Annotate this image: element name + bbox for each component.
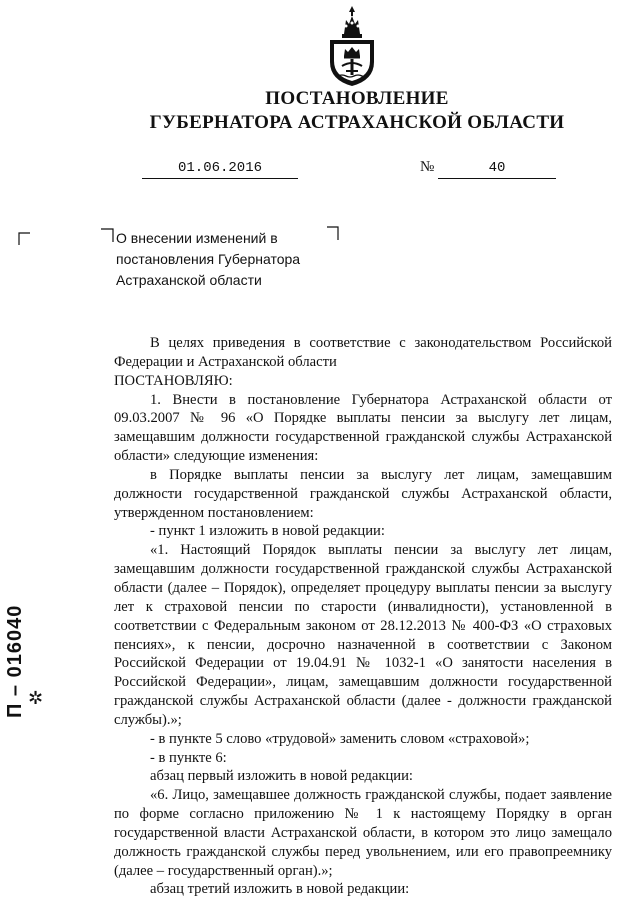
stamp-mark-icon: ✲ (28, 688, 44, 709)
preamble: В целях приведения в соответствие с законодательством Российской Федерации и Астраханской области (114, 335, 612, 370)
paragraph-9: абзац третий изложить в новой редакции: (150, 881, 410, 898)
document-date: 01.06.2016 (142, 160, 298, 179)
number-label: № (420, 159, 435, 175)
document-body (114, 334, 612, 899)
paragraph-2: в Порядке выплаты пенсии за выслугу лет лицам, замещавшим должности государственной гражданской службы Астраханской области, утвержденном постановлением: (114, 466, 612, 521)
paragraph-7: абзац первый изложить в новой редакции: (150, 768, 413, 785)
coat-of-arms-icon (322, 4, 382, 88)
paragraph-1: 1. Внести в постановление Губернатора Астраханской области от 09.03.2007 № 96 «О Порядке выплаты пенсии за выслугу лет лицам, замещавшим должности государственной гражданской службы Астраханской области» следующие изменения: (114, 391, 612, 465)
corner-bracket-subject-left (100, 228, 116, 244)
document-subject: О внесении изменений в постановления Губернатора Астраханской области (116, 230, 301, 288)
form-serial-number: П – 016040 (4, 604, 26, 718)
paragraph-4: «1. Настоящий Порядок выплаты пенсии за выслугу лет лицам, замещавшим должности государственной гражданской службы Астраханской области (далее – Порядок), определяет процедуру выплаты пенсии за выслугу лет к страховой пенсии по старости (инвалидности), установленной в соответствии с Федеральным законом от 28.12.2013 № 400-ФЗ «О страховых пенсиях», к пенсии, досрочно назначенной в соответствии с Законом Российской Федерации от 19.04.91 № 1032-1 «О занятости населения в Российской Федерации», лицам, замещавшим должности государственной гражданской службы Астраханской области (далее - должности гражданской службы).»; (114, 542, 612, 728)
decree-word: ПОСТАНОВЛЯЮ: (114, 372, 233, 389)
issuer-title: ГУБЕРНАТОРА АСТРАХАНСКОЙ ОБЛАСТИ (149, 112, 565, 133)
paragraph-6: - в пункте 6: (150, 749, 227, 766)
paragraph-5: - в пункте 5 слово «трудовой» заменить словом «страховой»; (150, 730, 530, 747)
document-title: ПОСТАНОВЛЕНИЕ (265, 88, 449, 109)
document-number: 40 (438, 160, 556, 179)
paragraph-3: - пункт 1 изложить в новой редакции: (150, 523, 385, 540)
corner-mark-left (18, 232, 32, 246)
paragraph-8: «6. Лицо, замещавшее должность гражданской службы, подает заявление по форме согласно приложению № 1 к настоящему Порядку в орган государственной власти Астраханской области, в котором это лицо замещало должность гражданской службы перед увольнением, или его правопреемнику (далее – государственный орган).»; (114, 787, 612, 879)
